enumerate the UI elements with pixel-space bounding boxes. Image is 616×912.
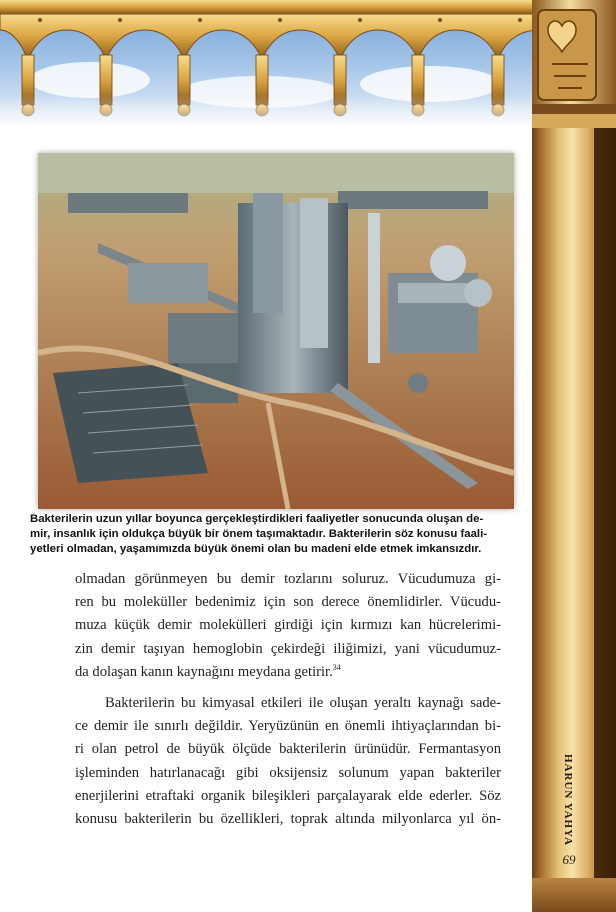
ornamental-header: [0, 0, 540, 125]
pillar-base: [532, 878, 616, 912]
body-line-text: da dolaşan kanın kaynağını meydana getirir.: [75, 663, 333, 680]
caption-line: mir, insanlık için oldukça büyük bir önem taşımaktadır. Bakterilerin söz konusu faali-: [30, 528, 488, 540]
pillar-capital-ornament: [532, 0, 616, 128]
body-line: ren bu moleküller bedenimiz için son derece önemlidirler. Vücudu-: [75, 594, 501, 611]
body-line: enerjilerini etraftaki organik bileşikleri parçalayarak elde ederler. Söz: [75, 787, 501, 804]
body-line: işleminden hatırlanacağı gibi oksijensiz solunum yapan bakteriler: [75, 764, 501, 781]
body-line: konusu bakterilerin bu özellikleri, toprak altında milyonlarca yıl ön-: [75, 811, 501, 828]
body-line-last: [75, 661, 501, 684]
body-line: zin demir taşıyan hemoglobin çekirdeği iliğimizi, yani vücudumuz-: [75, 640, 501, 657]
photo-caption: [30, 512, 518, 557]
body-line: ce demir ile sınırlı değildir. Yeryüzünün en önemli ihtiyaçlarından bi-: [75, 718, 501, 735]
running-title: [548, 740, 588, 860]
industrial-plant-photo: [38, 153, 514, 509]
caption-line: Bakterilerin uzun yıllar boyunca gerçekleştirdikleri faaliyetler sonucunda oluşan de-: [30, 513, 484, 525]
running-title-text: HARUN YAHYA: [562, 754, 574, 846]
caption-line: yetleri olmadan, yaşamımızda büyük önemi olan bu madeni elde etmek imkansızdır.: [30, 543, 482, 555]
body-line: olmadan görünmeyen bu demir tozlarını soluruz. Vücudumuza gi-: [75, 571, 501, 587]
body-line: Bakterilerin bu kimyasal etkileri ile oluşan yeraltı kaynağı sade-: [105, 695, 501, 712]
body-line: ri olan petrol de büyük ölçüde bakterilerin ürünüdür. Fermantasyon: [75, 741, 501, 758]
body-text: [75, 568, 501, 831]
pillar-shadow: [594, 0, 616, 912]
page-number: 69: [562, 852, 576, 867]
footnote-reference: 34: [332, 662, 341, 672]
body-line: muza küçük demir molekülleri girdiği için kırmızı kan hücrelerimi-: [75, 617, 501, 634]
